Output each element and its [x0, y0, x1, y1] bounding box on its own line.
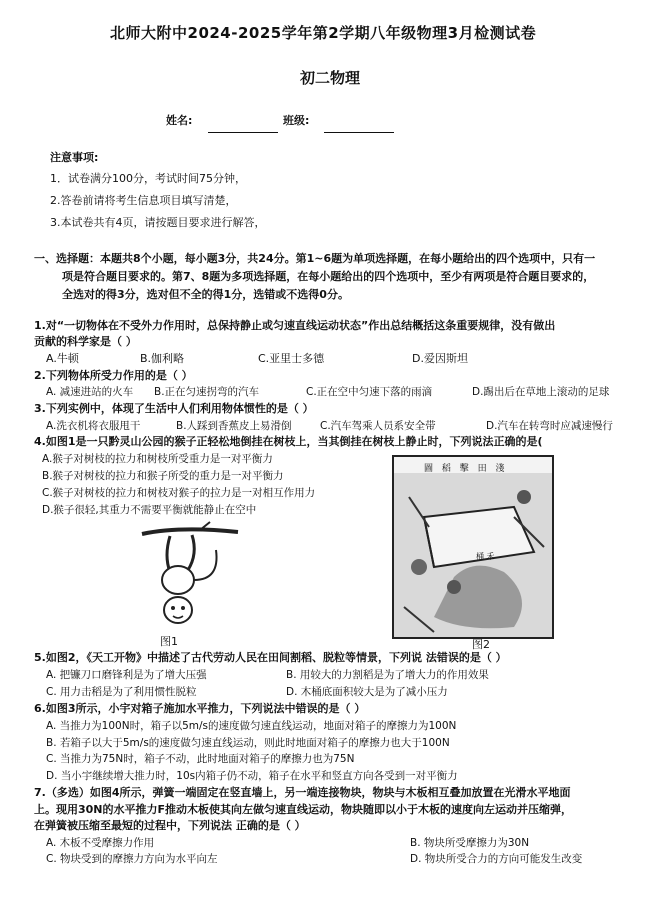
q7-stem: 上。现用30N的水平推力F推动木板使其向左做匀速直线运动，物块随即以小于木板的速度向左运动并压缩弹， — [34, 803, 573, 816]
figure-1-monkey — [140, 520, 240, 632]
q2-option-a[interactable]: A. 减速进站的火车 — [46, 386, 134, 398]
q3-option-d[interactable]: D.汽车在转弯时应减速慢行 — [486, 420, 613, 432]
q2-option-d[interactable]: D.踢出后在草地上滚动的足球 — [472, 386, 610, 398]
q6-option-d[interactable]: D. 当小宇继续增大推力时，10s内箱子仍不动，箱子在水平和竖直方向各受到一对平衡力 — [46, 770, 458, 782]
q7-option-d[interactable]: D. 物块所受合力的方向可能发生改变 — [410, 853, 583, 865]
q1-stem: 贡献的科学家是（ ） — [34, 335, 137, 348]
q4-option-a[interactable]: A.猴子对树枝的拉力和树枝所受重力是一对平衡力 — [42, 453, 273, 465]
q3-option-b[interactable]: B.人踩到香蕉皮上易滑倒 — [176, 420, 292, 432]
q5-option-d[interactable]: D. 木桶底面积较大是为了减小压力 — [286, 686, 448, 698]
monkey-illustration — [140, 520, 240, 632]
q6-stem: 6.如图3所示，小宇对箱子施加水平推力，下列说法中错误的是（ ） — [34, 702, 366, 715]
q2-option-b[interactable]: B.正在匀速拐弯的汽车 — [154, 386, 260, 398]
notice-item: 1．试卷满分100分，考试时间75分钟， — [50, 172, 246, 185]
figure-2-caption: 图2 — [472, 638, 490, 651]
figure-2-plate: 桶 禾 — [476, 552, 495, 561]
q7-stem: 7.（多选）如图4所示，弹簧一端固定在竖直墙上，另一端连接物块，物块与木板相互叠加放置在光滑水平地面 — [34, 786, 571, 799]
q4-stem: 4.如图1是一只黔灵山公园的猴子正轻松地倒挂在树枝上，当其倒挂在树枝上静止时，下列说法正确的是( — [34, 435, 543, 448]
q1-option-b[interactable]: B.伽利略 — [140, 352, 185, 365]
q1-option-c[interactable]: C.亚里士多德 — [258, 352, 325, 365]
q1-stem: 1.对“一切物体在不受外力作用时，总保持静止或匀速直线运动状态”作出总结概括这条重要规律，没有做出 — [34, 319, 556, 332]
figure-1-caption: 图1 — [160, 635, 178, 648]
figure-2-threshing — [392, 455, 554, 639]
section-instructions-line: 全选对的得3分，选对但不全的得1分，选错或不选得0分。 — [62, 288, 349, 301]
name-blank[interactable] — [204, 114, 278, 133]
q3-stem: 3.下列实例中，体现了生活中人们利用物体惯性的是（ ） — [34, 402, 314, 415]
q7-option-c[interactable]: C. 物块受到的摩擦力方向为水平向左 — [46, 853, 218, 865]
q6-option-a[interactable]: A. 当推力为100N时，箱子以5m/s的速度做匀速直线运动，地面对箱子的摩擦力为100N — [46, 720, 457, 732]
notice-heading: 注意事项: — [50, 151, 99, 164]
notice-item: 2.答卷前请将考生信息项目填写清楚， — [50, 194, 237, 207]
q5-stem: 5.如图2，《天工开物》中描述了古代劳动人民在田间割稻、脱粒等情景，下列说 法错误的是（ ） — [34, 651, 507, 664]
section-instructions-line: 一、选择题：本题共8个小题，每小题3分，共24分。第1~6题为单项选择题，在每小题给出的四个选项中，只有一 — [34, 252, 596, 265]
q5-option-b[interactable]: B. 用较大的力割稻是为了增大力的作用效果 — [286, 669, 489, 681]
q7-option-b[interactable]: B. 物块所受摩擦力为30N — [410, 837, 530, 849]
q5-option-c[interactable]: C. 用力击稻是为了利用惯性脱粒 — [46, 686, 197, 698]
q2-stem: 2.下列物体所受力作用的是（ ） — [34, 369, 193, 382]
q7-option-a[interactable]: A. 木板不受摩擦力作用 — [46, 837, 155, 849]
q7-stem: 在弹簧被压缩至最短的过程中，下列说法 正确的是（ ） — [34, 819, 306, 832]
q3-option-a[interactable]: A.洗衣机将衣服甩干 — [46, 420, 141, 432]
q1-option-a[interactable]: A.牛顿 — [46, 352, 79, 365]
section-instructions-line: 项是符合题目要求的。第7、8题为多项选择题，在每小题给出的四个选项中，至少有两项是符合题目要求的， — [62, 270, 595, 283]
exam-subtitle: 初二物理 — [300, 69, 361, 87]
q4-option-d[interactable]: D.猴子很轻,其重力不需要平衡就能静止在空中 — [42, 504, 257, 516]
q6-option-c[interactable]: C. 当推力为75N时，箱子不动，此时地面对箱子的摩擦力也为75N — [46, 753, 355, 765]
figure-2-title: 圖 稻 擊 田 淺 — [424, 464, 508, 474]
class-label: 班级: — [283, 114, 310, 127]
q2-option-c[interactable]: C.正在空中匀速下落的雨滴 — [306, 386, 433, 398]
name-label: 姓名: — [166, 114, 193, 127]
q1-option-d[interactable]: D.爱因斯坦 — [412, 352, 468, 365]
q5-option-a[interactable]: A. 把镰刀口磨锋利是为了增大压强 — [46, 669, 207, 681]
q4-option-b[interactable]: B.猴子对树枝的拉力和猴子所受的重力是一对平衡力 — [42, 470, 284, 482]
class-blank[interactable] — [320, 114, 394, 133]
threshing-illustration — [394, 457, 552, 637]
q6-option-b[interactable]: B. 若箱子以大于5m/s的速度做匀速直线运动，则此时地面对箱子的摩擦力也大于100N — [46, 737, 450, 749]
exam-title: 北师大附中2024-2025学年第2学期八年级物理3月检测试卷 — [110, 24, 537, 42]
q4-option-c[interactable]: C.猴子对树枝的拉力和树枝对猴子的拉力是一对相互作用力 — [42, 487, 316, 499]
notice-item: 3.本试卷共有4页，请按题目要求进行解答， — [50, 216, 266, 229]
q3-option-c[interactable]: C.汽车驾乘人员系安全带 — [320, 420, 436, 432]
